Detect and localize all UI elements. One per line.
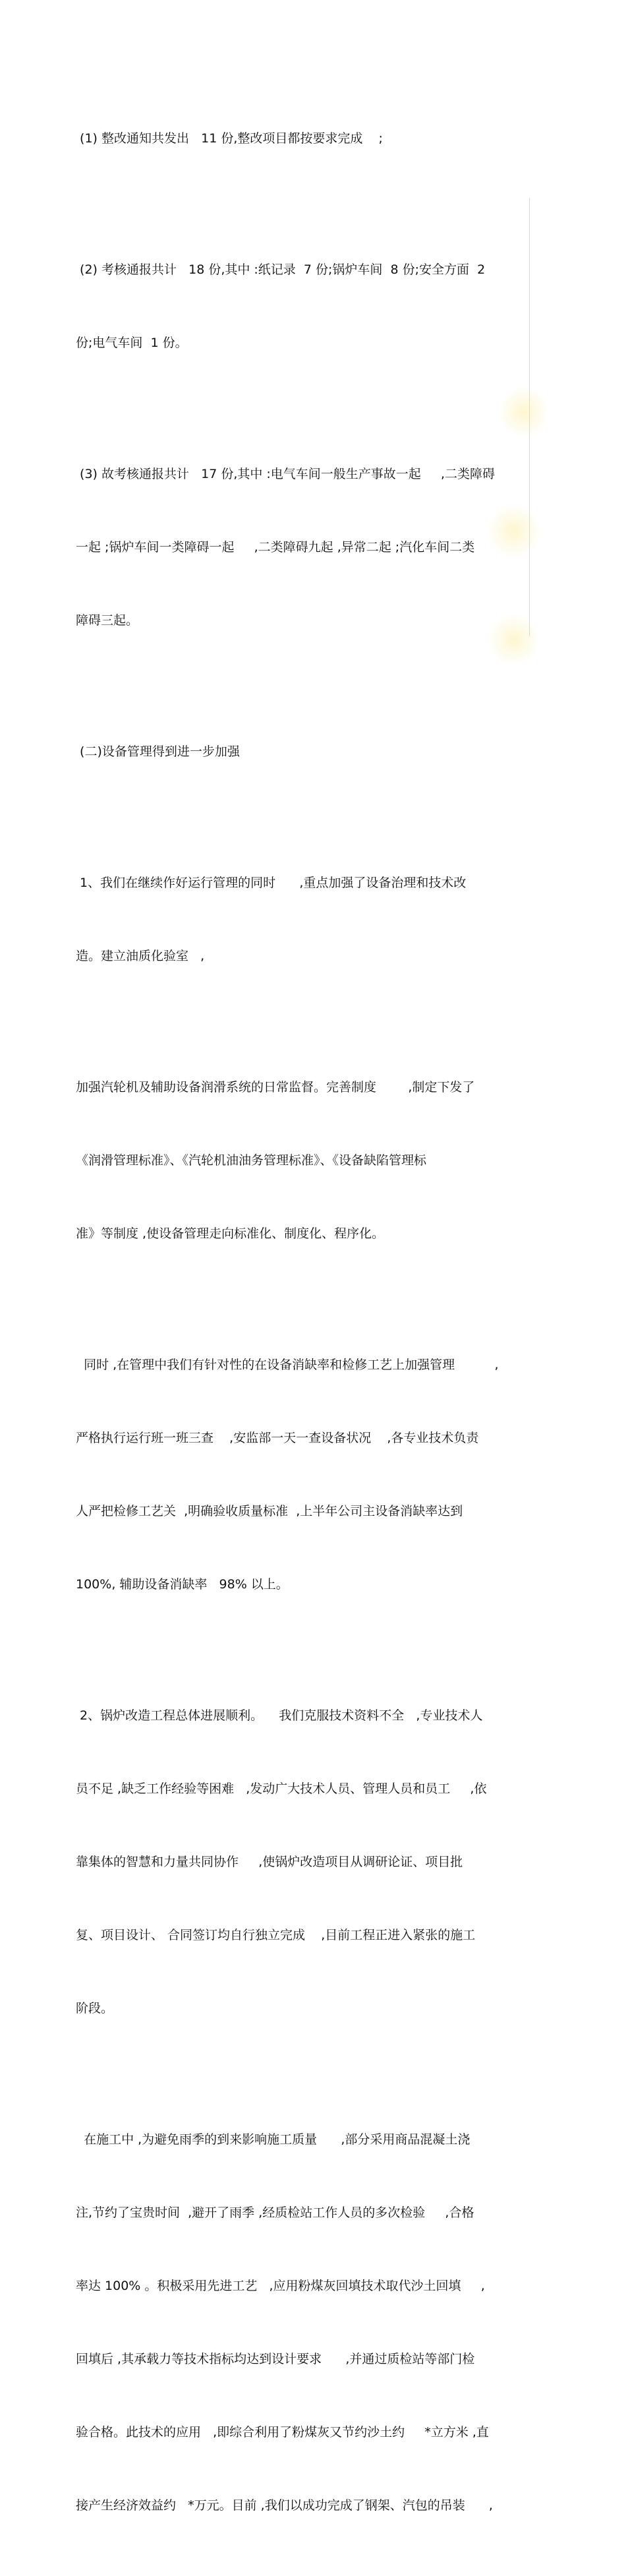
- text-line: 严格执行运行班一班三查 ,安监部一天一查设备状况 ,各专业技术负责: [76, 1431, 479, 1445]
- text-line: 《润滑管理标准》、《汽轮机油油务管理标准》、《设备缺陷管理标: [76, 1153, 427, 1168]
- text-line: (3) 故考核通报共计 17 份,其中 :电气车间一般生产事故一起 ,二类障碍: [76, 467, 496, 481]
- text-line: 回填后 ,其承载力等技术指标均达到设计要求 ,并通过质检站等部门检: [76, 2352, 475, 2366]
- text-line: 100%, 辅助设备消缺率 98% 以上。: [76, 1577, 289, 1592]
- text-line: 造。建立油质化验室 ,: [76, 949, 205, 963]
- text-line: (2) 考核通报共计 18 份,其中 :纸记录 7 份;锅炉车间 8 份;安全方面 2: [76, 262, 486, 277]
- text-line: 员不足 ,缺乏工作经验等困难 ,发动广大技术人员、管理人员和员工 ,依: [76, 1782, 487, 1796]
- paragraph: [76, 78, 550, 200]
- paragraph: [76, 1655, 550, 2070]
- text-line: 在施工中 ,为避免雨季的到来影响施工质量 ,部分采用商品混凝土浇: [76, 2132, 470, 2147]
- text-line: 2、锅炉改造工程总体进展顺利。 我们克服技术资料不全 ,专业技术人: [76, 1708, 483, 1723]
- paragraph: [76, 2079, 550, 2567]
- text-line: 同时 ,在管理中我们有针对性的在设备消缺率和检修工艺上加强管理 ,: [76, 1358, 499, 1372]
- text-line: 接产生经济效益约 *万元。目前 ,我们以成功完成了钢架、汽包的吊装 ,: [76, 2498, 493, 2513]
- paragraph: [76, 1027, 550, 1295]
- text-line: 复、项目设计、 合同签订均自行独立完成 ,目前工程正进入紧张的施工: [76, 1928, 476, 1942]
- paragraph: [76, 822, 550, 1017]
- text-line: 一起 ;锅炉车间一类障碍一起 ,二类障碍九起 ,异常二起 ;汽化车间二类: [76, 540, 475, 554]
- text-line: 份;电气车间 1 份。: [76, 336, 188, 350]
- text-line: 1、我们在继续作好运行管理的同时 ,重点加强了设备治理和技术改: [76, 876, 467, 890]
- document-body: [76, 78, 550, 2576]
- text-line: 注,节约了宝贵时间 ,避开了雨季 ,经质检站工作人员的多次检验 ,合格: [76, 2205, 474, 2220]
- paragraph: [76, 413, 550, 682]
- text-line: 加强汽轮机及辅助设备润滑系统的日常监督。完善制度 ,制定下发了: [76, 1080, 475, 1094]
- text-line: 阶段。: [76, 2001, 114, 2016]
- text-line: 率达 100% 。积极采用先进工艺 ,应用粉煤灰回填技术取代沙土回填 ,: [76, 2279, 485, 2293]
- paragraph: [76, 1304, 550, 1646]
- text-line: 靠集体的智慧和力量共同协作 ,使锅炉改造项目从调研论证、项目批: [76, 1855, 463, 1869]
- text-line: 障碍三起。: [76, 613, 139, 628]
- paragraph: [76, 209, 550, 404]
- text-line: 准》等制度 ,使设备管理走向标准化、制度化、程序化。: [76, 1226, 385, 1241]
- text-line: 验合格。此技术的应用 ,即综合利用了粉煤灰又节约沙土约 *立方米 ,直: [76, 2425, 489, 2440]
- text-line: (1) 整改通知共发出 11 份,整改项目都按要求完成 ;: [76, 131, 383, 146]
- text-line: (二)设备管理得到进一步加强: [76, 744, 240, 759]
- section-heading: [76, 691, 550, 813]
- text-line: 人严把检修工艺关 ,明确验收质量标准 ,上半年公司主设备消缺率达到: [76, 1504, 463, 1518]
